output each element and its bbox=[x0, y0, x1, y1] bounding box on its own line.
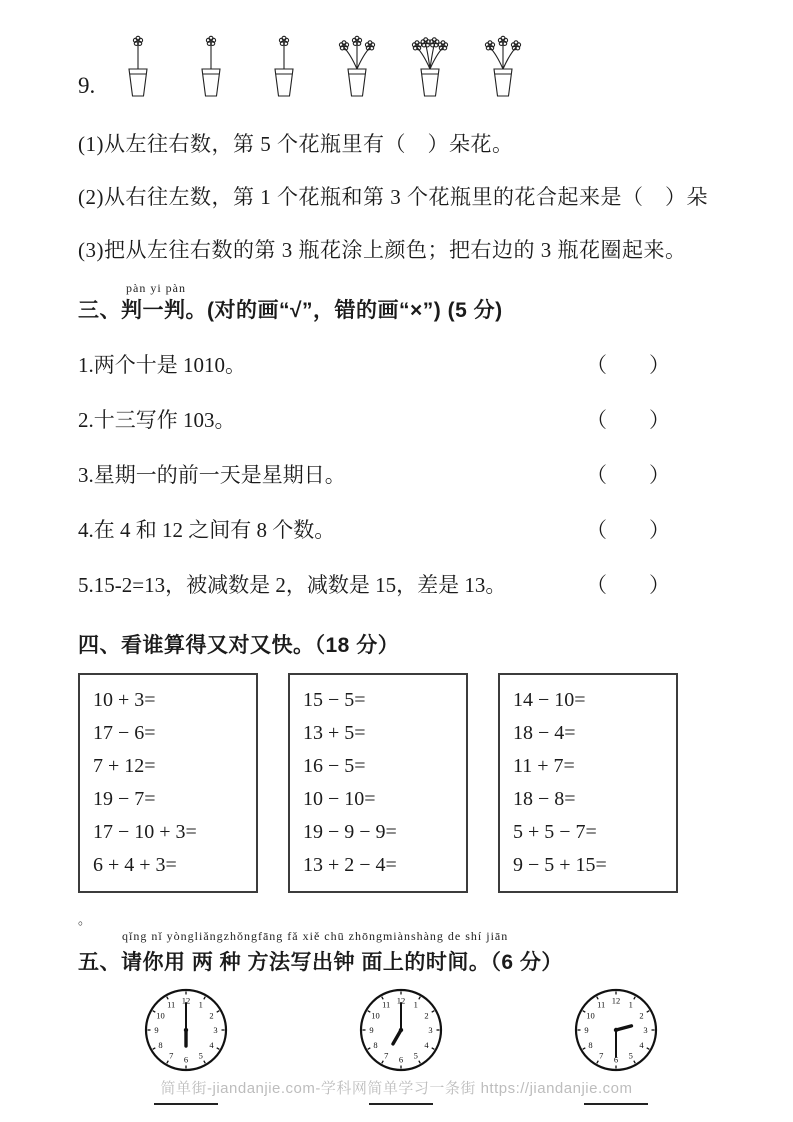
calc-problem: 5 + 5 − 7= bbox=[513, 821, 597, 843]
svg-text:7: 7 bbox=[598, 1050, 603, 1061]
q9-subquestions bbox=[78, 128, 729, 264]
judge-item-text: 2.十三写作 103。 bbox=[78, 408, 236, 432]
calc-problem: 18 − 4= bbox=[513, 722, 576, 744]
svg-text:9: 9 bbox=[583, 1025, 589, 1035]
svg-text:10: 10 bbox=[370, 1010, 380, 1021]
svg-text:1: 1 bbox=[413, 999, 418, 1010]
svg-text:12: 12 bbox=[611, 995, 620, 1006]
flower-vase bbox=[401, 32, 459, 105]
svg-text:1: 1 bbox=[628, 999, 633, 1010]
svg-text:6: 6 bbox=[183, 1054, 188, 1065]
pinyin-annotation-clock: qǐng nǐ yòngliǎngzhǒngfāng fǎ xiě chū zhōngmiànshàng de shí jiān bbox=[122, 929, 509, 943]
vase-row bbox=[109, 32, 532, 105]
svg-text:7: 7 bbox=[383, 1050, 388, 1061]
svg-text:3: 3 bbox=[642, 1025, 648, 1035]
section-calc-title: 四、看谁算得又对又快。（18 分） bbox=[78, 634, 400, 657]
answer-bracket: （ ） bbox=[586, 408, 670, 432]
svg-text:9: 9 bbox=[368, 1025, 374, 1035]
judge-item bbox=[78, 349, 670, 379]
svg-text:11: 11 bbox=[381, 999, 390, 1010]
judge-item bbox=[78, 569, 670, 599]
flower-vase bbox=[474, 32, 532, 105]
q9-subquestion: (2)从右往左数，第 1 个花瓶和第 3 个花瓶里的花合起来是（ ）朵 bbox=[78, 185, 708, 209]
q9-subquestion: (3)把从左往右数的第 3 瓶花涂上颜色；把右边的 3 瓶花圈起来。 bbox=[78, 238, 687, 262]
calc-problem: 16 − 5= bbox=[303, 755, 366, 777]
svg-text:8: 8 bbox=[372, 1039, 378, 1050]
svg-text:9: 9 bbox=[153, 1025, 159, 1035]
section-judge-title: 三、判一判。(对的画“√”，错的画“×”) (5 分) bbox=[78, 299, 503, 322]
flower-vase bbox=[255, 32, 313, 105]
calc-box bbox=[78, 673, 258, 893]
svg-text:12: 12 bbox=[181, 995, 190, 1006]
svg-text:3: 3 bbox=[212, 1025, 218, 1035]
svg-text:8: 8 bbox=[587, 1039, 593, 1050]
svg-text:6: 6 bbox=[398, 1054, 403, 1065]
footer-watermark: 简单街-jiandanjie.com-学科网简单学习一条街 https://jiandanjie.com bbox=[160, 1080, 633, 1097]
svg-text:8: 8 bbox=[157, 1039, 163, 1050]
answer-blank-line bbox=[154, 1103, 218, 1105]
calc-problem: 17 − 10 + 3= bbox=[93, 821, 197, 843]
question-9 bbox=[78, 32, 729, 105]
pinyin-annotation-judge: pàn yi pàn bbox=[126, 281, 186, 295]
calc-problem: 19 − 9 − 9= bbox=[303, 821, 397, 843]
clock-face bbox=[357, 986, 445, 1079]
svg-text:11: 11 bbox=[166, 999, 175, 1010]
clock-face bbox=[142, 986, 230, 1079]
judge-item-text: 3.星期一的前一天是星期日。 bbox=[78, 463, 346, 487]
answer-bracket: （ ） bbox=[586, 518, 670, 542]
calc-problem: 14 − 10= bbox=[513, 689, 586, 711]
svg-text:1: 1 bbox=[198, 999, 203, 1010]
svg-text:12: 12 bbox=[396, 995, 405, 1006]
calc-box bbox=[288, 673, 468, 893]
calc-problem: 18 − 8= bbox=[513, 788, 576, 810]
section-judge-header bbox=[78, 281, 729, 324]
judge-item-text: 5.15-2=13，被减数是 2，减数是 15，差是 13。 bbox=[78, 573, 507, 597]
calc-problem: 13 + 5= bbox=[303, 722, 366, 744]
flower-vase bbox=[182, 32, 240, 105]
svg-text:2: 2 bbox=[423, 1010, 429, 1021]
calc-problem: 10 + 3= bbox=[93, 689, 156, 711]
stray-mark: 。 bbox=[78, 912, 92, 927]
answer-blank-line bbox=[369, 1103, 433, 1105]
svg-text:2: 2 bbox=[638, 1010, 644, 1021]
calc-problem: 6 + 4 + 3= bbox=[93, 854, 177, 876]
answer-bracket: （ ） bbox=[586, 463, 670, 487]
svg-text:2: 2 bbox=[208, 1010, 214, 1021]
answer-bracket: （ ） bbox=[586, 573, 670, 597]
judge-item bbox=[78, 514, 670, 544]
svg-text:5: 5 bbox=[413, 1050, 418, 1061]
calc-problem: 9 − 5 + 15= bbox=[513, 854, 607, 876]
calc-problem: 13 + 2 − 4= bbox=[303, 854, 397, 876]
judge-item-text: 1.两个十是 1010。 bbox=[78, 353, 246, 377]
svg-text:4: 4 bbox=[638, 1039, 644, 1050]
calc-problem: 10 − 10= bbox=[303, 788, 376, 810]
answer-bracket: （ ） bbox=[586, 353, 670, 377]
judge-item bbox=[78, 459, 670, 489]
q9-subquestion: (1)从左往右数，第 5 个花瓶里有（ ）朵花。 bbox=[78, 132, 514, 156]
svg-text:5: 5 bbox=[198, 1050, 203, 1061]
flower-vase bbox=[328, 32, 386, 105]
svg-text:4: 4 bbox=[208, 1039, 214, 1050]
svg-text:6: 6 bbox=[613, 1054, 618, 1065]
calc-box bbox=[498, 673, 678, 893]
clock-face bbox=[572, 986, 660, 1079]
judge-items bbox=[78, 349, 729, 599]
calc-boxes bbox=[78, 673, 729, 893]
calc-problem: 11 + 7= bbox=[513, 755, 575, 777]
judge-item-text: 4.在 4 和 12 之间有 8 个数。 bbox=[78, 518, 336, 542]
svg-text:10: 10 bbox=[585, 1010, 595, 1021]
judge-item bbox=[78, 404, 670, 434]
svg-text:5: 5 bbox=[628, 1050, 633, 1061]
section-clock-header bbox=[78, 909, 729, 976]
calc-problem: 17 − 6= bbox=[93, 722, 156, 744]
svg-text:11: 11 bbox=[596, 999, 605, 1010]
calc-problem: 15 − 5= bbox=[303, 689, 366, 711]
answer-blank-line bbox=[584, 1103, 648, 1105]
section-clock-title: 五、请你用 两 种 方法写出钟 面上的时间。（6 分） bbox=[78, 951, 563, 974]
question-9-number: 9. bbox=[78, 73, 96, 98]
calc-problem: 7 + 12= bbox=[93, 755, 156, 777]
svg-text:4: 4 bbox=[423, 1039, 429, 1050]
svg-text:10: 10 bbox=[155, 1010, 165, 1021]
svg-text:3: 3 bbox=[427, 1025, 433, 1035]
calc-problem: 19 − 7= bbox=[93, 788, 156, 810]
svg-text:7: 7 bbox=[168, 1050, 173, 1061]
flower-vase bbox=[109, 32, 167, 105]
